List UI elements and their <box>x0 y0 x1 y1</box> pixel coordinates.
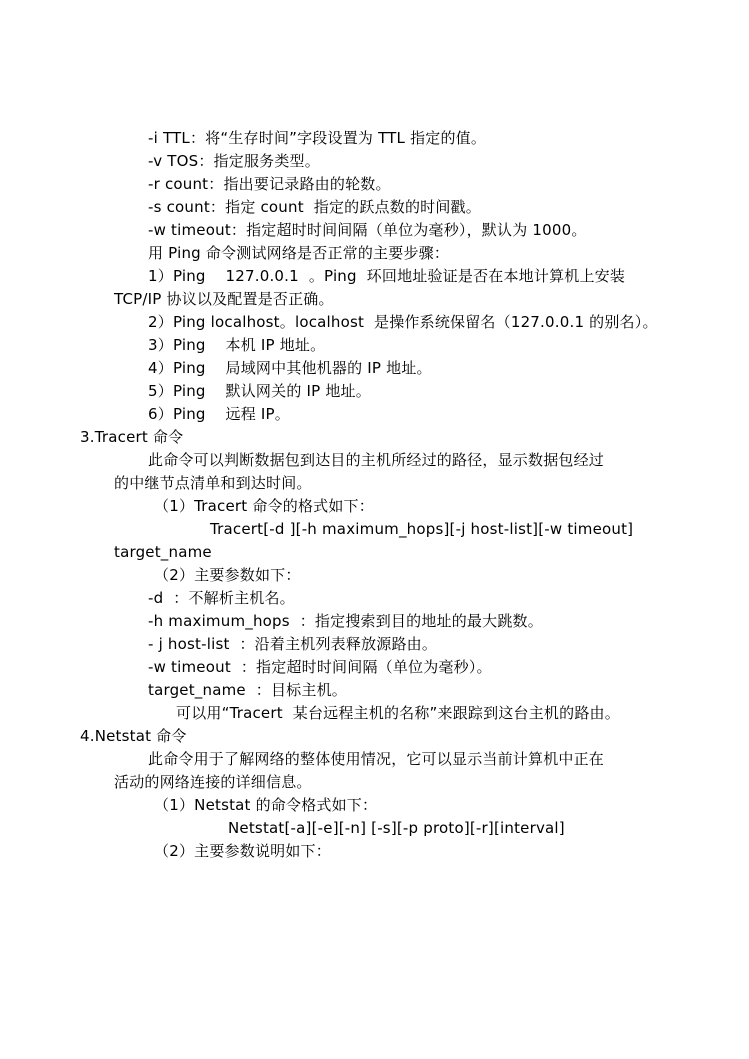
section-heading-tracert: 3.Tracert 命令 <box>80 428 184 446</box>
netstat-syntax: Netstat[-a][-e][-n] [-s][-p proto][-r][interval] <box>228 819 565 837</box>
param-i-ttl: -i TTL：将“生存时间”字段设置为 TTL 指定的值。 <box>148 129 487 147</box>
tracert-param-d: -d ：不解析主机名。 <box>148 589 295 607</box>
param-s-count: -s count：指定 count 指定的跃点数的时间戳。 <box>148 198 481 216</box>
tracert-syntax-cont: target_name <box>114 543 212 561</box>
ping-step-5: 5）Ping 默认网关的 IP 地址。 <box>148 382 371 400</box>
tracert-syntax: Tracert[-d ][-h maximum_hops][-j host-list][-w timeout] <box>210 520 634 538</box>
param-w-timeout: -w timeout：指定超时时间间隔（单位为毫秒），默认为 1000。 <box>148 221 587 239</box>
ping-steps-intro: 用 Ping 命令测试网络是否正常的主要步骤： <box>148 244 450 262</box>
netstat-description: 此命令用于了解网络的整体使用情况，它可以显示当前计算机中正在 <box>148 750 605 768</box>
tracert-params-heading: （2）主要参数如下： <box>154 566 301 584</box>
tracert-param-h: -h maximum_hops ：指定搜索到目的地址的最大跳数。 <box>148 612 543 630</box>
ping-step-1-cont: TCP/IP 协议以及配置是否正确。 <box>114 290 334 308</box>
tracert-param-target: target_name ：目标主机。 <box>148 681 347 699</box>
ping-step-1: 1）Ping 127.0.0.1 。Ping 环回地址验证是否在本地计算机上安装 <box>148 267 626 285</box>
param-v-tos: -v TOS：指定服务类型。 <box>148 152 320 170</box>
netstat-params-heading: （2）主要参数说明如下： <box>154 842 331 860</box>
tracert-usage-note: 可以用“Tracert 某台远程主机的名称”来跟踪到这台主机的路由。 <box>176 704 620 722</box>
tracert-param-j: - j host-list ：沿着主机列表释放源路由。 <box>148 635 438 653</box>
netstat-description-cont: 活动的网络连接的详细信息。 <box>114 773 312 791</box>
ping-step-3: 3）Ping 本机 IP 地址。 <box>148 336 326 354</box>
tracert-param-w: -w timeout ：指定超时时间间隔（单位为毫秒）。 <box>148 658 492 676</box>
tracert-description-cont: 的中继节点清单和到达时间。 <box>114 474 312 492</box>
netstat-format-heading: （1）Netstat 的命令格式如下： <box>154 796 378 814</box>
param-r-count: -r count：指出要记录路由的轮数。 <box>148 175 391 193</box>
tracert-format-heading: （1）Tracert 命令的格式如下： <box>154 497 374 515</box>
ping-step-4: 4）Ping 局域网中其他机器的 IP 地址。 <box>148 359 432 377</box>
ping-step-2: 2）Ping localhost。localhost 是操作系统保留名（127.0.0.1 的别名）。 <box>148 313 658 331</box>
section-heading-netstat: 4.Netstat 命令 <box>80 727 187 745</box>
tracert-description: 此命令可以判断数据包到达目的主机所经过的路径，显示数据包经过 <box>148 451 605 469</box>
ping-step-6: 6）Ping 远程 IP。 <box>148 405 290 423</box>
